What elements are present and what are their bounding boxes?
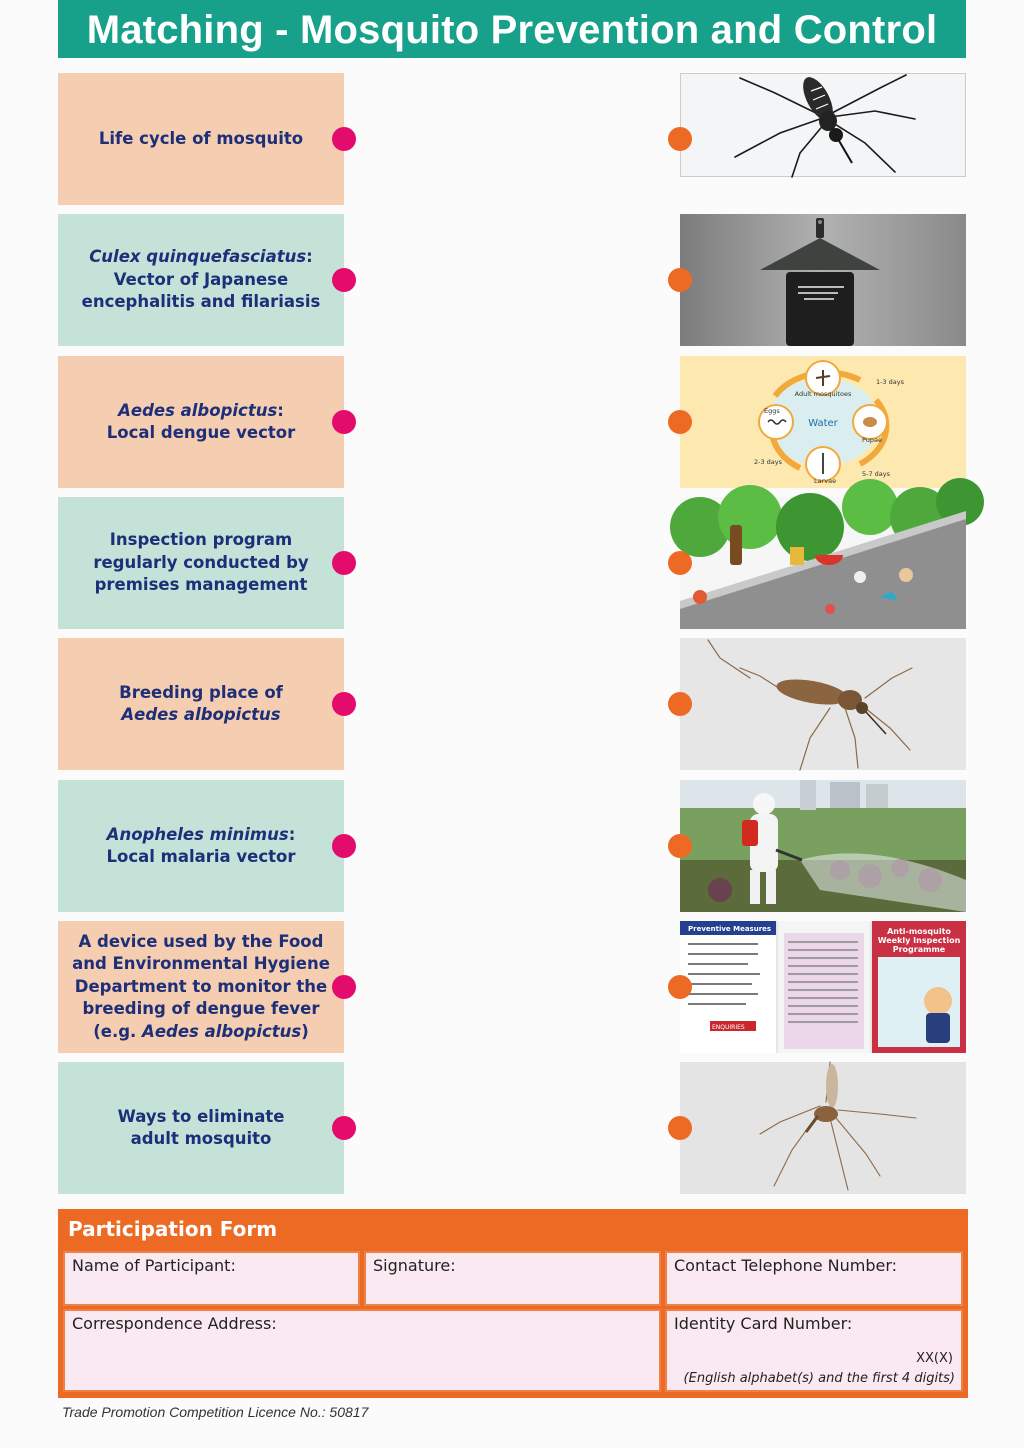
- fogging-worker-photo: [680, 780, 966, 884]
- description-text: (e.g.: [93, 1021, 143, 1041]
- match-item-5[interactable]: [58, 638, 344, 770]
- lifecycle-water-label: Water: [808, 418, 838, 429]
- signature-field-label: Signature:: [373, 1256, 456, 1275]
- left-connector-dot-5[interactable]: [332, 692, 356, 716]
- description-text: regularly conducted by: [93, 552, 309, 572]
- species-name: Culex quinquefasciatus: [89, 247, 307, 267]
- match-item-7[interactable]: [58, 921, 344, 1053]
- match-item-6[interactable]: [58, 780, 344, 912]
- description-text: Department to monitor the: [74, 976, 328, 996]
- left-connector-dot-8[interactable]: [332, 1116, 356, 1140]
- ovitrap-device-photo: [680, 214, 966, 318]
- right-connector-dot-1[interactable]: [668, 127, 692, 151]
- description-text: and Environmental Hygiene: [72, 954, 330, 974]
- form-title: Participation Form: [68, 1217, 278, 1241]
- description-text: breeding of dengue fever: [82, 999, 320, 1019]
- match-item-text: [106, 824, 295, 869]
- left-connector-dot-4[interactable]: [332, 551, 356, 575]
- lifecycle-days-3: 5-7 days: [862, 470, 891, 478]
- match-item-text: [99, 128, 303, 151]
- right-connector-dot-3[interactable]: [668, 410, 692, 434]
- inspection-leaflet-photo: [680, 921, 966, 1031]
- right-connector-dot-8[interactable]: [668, 1116, 692, 1140]
- mosquito-life-cycle-diagram: [680, 356, 966, 485]
- leaflet-weekly-title-1: Anti-mosquito: [887, 927, 951, 936]
- left-connector-dot-1[interactable]: [332, 127, 356, 151]
- description-text: A device used by the Food: [78, 931, 324, 951]
- description-text: Local malaria vector: [106, 847, 296, 866]
- match-item-3[interactable]: [58, 356, 344, 488]
- right-connector-dot-6[interactable]: [668, 834, 692, 858]
- right-connector-dot-2[interactable]: [668, 268, 692, 292]
- description-text: Ways to eliminate: [117, 1106, 285, 1126]
- right-connector-dot-4[interactable]: [668, 551, 692, 575]
- identity-card-note: (English alphabet(s) and the first 4 digits): [683, 1371, 955, 1386]
- identity-card-field[interactable]: [665, 1309, 963, 1392]
- description-text: premises management: [94, 575, 308, 595]
- leaflet-weekly-title-3: Programme: [892, 945, 946, 954]
- description-text: :: [288, 824, 296, 844]
- description-text: Inspection program: [109, 530, 293, 550]
- match-item-2[interactable]: [58, 214, 344, 346]
- species-name: Aedes albopictus: [118, 400, 278, 420]
- leaflet-preventive-title: Preventive Measures: [688, 925, 772, 933]
- match-item-text: [93, 529, 308, 597]
- lifecycle-eggs-label: Eggs: [764, 407, 780, 415]
- right-connector-dot-7[interactable]: [668, 975, 692, 999]
- match-item-text: [72, 931, 330, 1044]
- description-text: :: [277, 400, 284, 420]
- species-name: Aedes albopictus: [121, 705, 281, 724]
- description-text: Breeding place of: [119, 682, 283, 702]
- match-item-text: [82, 246, 321, 314]
- address-field-label: Correspondence Address:: [72, 1314, 277, 1333]
- description-text: :: [306, 247, 313, 267]
- phone-field[interactable]: [665, 1251, 963, 1306]
- left-connector-dot-2[interactable]: [332, 268, 356, 292]
- description-text: adult mosquito: [130, 1129, 272, 1148]
- description-text: ): [301, 1021, 309, 1041]
- phone-field-label: Contact Telephone Number:: [674, 1256, 898, 1275]
- species-name: Aedes albopictus: [142, 1021, 302, 1041]
- lifecycle-days-1: 1-3 days: [876, 378, 905, 386]
- culex-mosquito-photo: [680, 638, 966, 742]
- right-connector-dot-5[interactable]: [668, 692, 692, 716]
- species-name: Anopheles minimus: [106, 824, 289, 844]
- name-field[interactable]: [63, 1251, 360, 1306]
- littered-slope-illustration: [680, 497, 966, 601]
- identity-card-label: Identity Card Number:: [674, 1314, 853, 1333]
- identity-card-format: XX(X): [916, 1351, 953, 1366]
- anopheles-mosquito-photo: [680, 1062, 966, 1166]
- lifecycle-larvae-label: Larvae: [814, 477, 837, 485]
- lifecycle-pupae-label: Pupae: [862, 436, 883, 444]
- match-item-text: [107, 400, 296, 445]
- participation-form: [58, 1209, 968, 1398]
- leaflet-enquiries-label: ENQUIRIES: [712, 1024, 745, 1031]
- left-connector-dot-7[interactable]: [332, 975, 356, 999]
- description-text: encephalitis and filariasis: [81, 292, 321, 312]
- description-text: Local dengue vector: [106, 423, 296, 442]
- leaflet-weekly-title-2: Weekly Inspection: [877, 936, 961, 945]
- signature-field[interactable]: [364, 1251, 661, 1306]
- aedes-mosquito-photo: [680, 73, 966, 177]
- description-text: Vector of Japanese: [113, 269, 289, 289]
- description-text: Life cycle of mosquito: [98, 128, 304, 148]
- match-item-text: [119, 682, 283, 727]
- address-field[interactable]: [63, 1309, 661, 1392]
- match-item-8[interactable]: [58, 1062, 344, 1194]
- lifecycle-days-2: 2-3 days: [754, 458, 783, 466]
- match-item-4[interactable]: [58, 497, 344, 629]
- lifecycle-adult-label: Adult mosquitoes: [794, 390, 852, 398]
- left-connector-dot-3[interactable]: [332, 410, 356, 434]
- page-title: Matching - Mosquito Prevention and Control: [58, 0, 966, 58]
- match-item-1[interactable]: [58, 73, 344, 205]
- match-item-text: [118, 1106, 285, 1151]
- licence-number: Trade Promotion Competition Licence No.: 50817: [62, 1404, 369, 1420]
- name-field-label: Name of Participant:: [72, 1256, 236, 1275]
- left-connector-dot-6[interactable]: [332, 834, 356, 858]
